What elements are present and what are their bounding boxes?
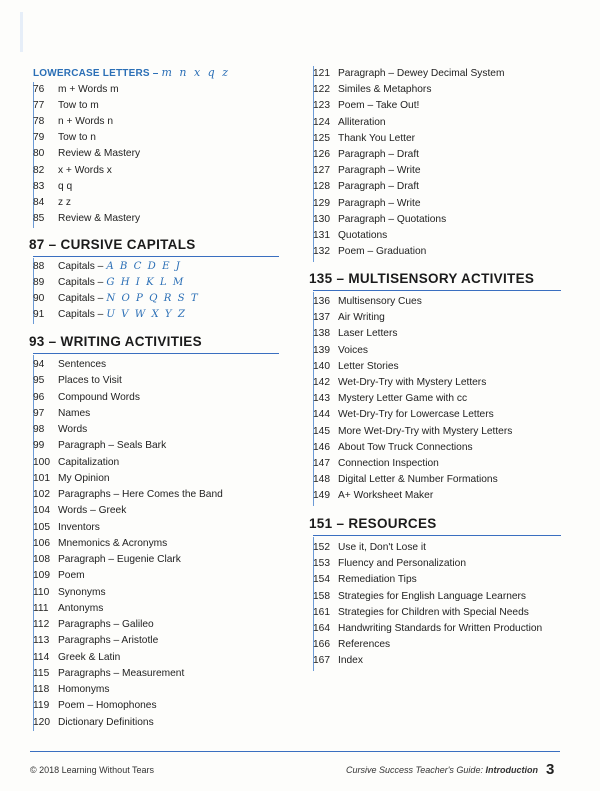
toc-page-number: 97 xyxy=(33,407,45,419)
toc-entry xyxy=(313,229,387,243)
toc-entry-title: Laser Letters xyxy=(338,328,398,340)
toc-page-number: 128 xyxy=(313,181,330,193)
toc-page-number: 146 xyxy=(313,441,330,453)
toc-page-number: 99 xyxy=(33,440,45,452)
toc-page-number: 101 xyxy=(33,472,50,484)
toc-page-number: 112 xyxy=(33,619,50,630)
toc-entry xyxy=(33,99,99,113)
cursive-capitals-sample: A B C D E J xyxy=(106,261,182,272)
toc-page-number: 89 xyxy=(33,276,45,288)
toc-entry-title: Sentences xyxy=(58,359,107,370)
toc-entry-title: Paragraph – Dewey Decimal System xyxy=(338,68,505,79)
toc-entry-title: Capitalization xyxy=(58,456,120,468)
toc-entry xyxy=(313,425,512,439)
toc-entry xyxy=(33,716,154,730)
toc-page-number: 158 xyxy=(313,590,330,602)
toc-entry xyxy=(313,180,419,194)
toc-entry-title: Tow to n xyxy=(58,132,96,144)
toc-entry-title: Paragraph – Write xyxy=(338,165,421,177)
toc-page-number: 98 xyxy=(33,424,45,435)
toc-page-number: 121 xyxy=(313,68,330,79)
footer-rule xyxy=(30,751,560,752)
toc-entry-title: Alliteration xyxy=(338,116,386,128)
toc-entry xyxy=(33,83,119,97)
margin-mark xyxy=(20,12,23,52)
toc-entry xyxy=(33,147,140,161)
toc-page-number: 149 xyxy=(313,490,330,502)
toc-entry xyxy=(33,651,120,665)
toc-entry-title: Synonyms xyxy=(58,586,106,598)
toc-page-number: 77 xyxy=(33,100,45,112)
toc-entry xyxy=(313,654,363,668)
toc-entry xyxy=(33,115,113,129)
toc-entry xyxy=(33,292,199,306)
toc-page-number: 131 xyxy=(313,230,330,241)
toc-page-number: 91 xyxy=(33,308,45,320)
toc-page-number: 125 xyxy=(313,132,330,144)
toc-entry xyxy=(33,180,72,194)
toc-page-number: 104 xyxy=(33,505,50,517)
toc-page-number: 119 xyxy=(33,700,50,712)
toc-page-number: 118 xyxy=(33,684,50,695)
toc-page-number: 76 xyxy=(33,84,45,95)
toc-entry-title: Air Writing xyxy=(338,312,385,324)
toc-page-number: 136 xyxy=(313,296,330,307)
toc-page-number: 96 xyxy=(33,391,45,403)
toc-entry-title: Capitals – xyxy=(58,276,104,288)
toc-page-number: 111 xyxy=(33,602,49,614)
lowercase-letters-label xyxy=(33,66,230,79)
toc-page-number: 145 xyxy=(313,425,330,437)
toc-entry xyxy=(313,376,486,390)
toc-entry xyxy=(313,638,390,652)
toc-entry-title: A+ Worksheet Maker xyxy=(338,490,434,502)
toc-page-number: 108 xyxy=(33,554,50,565)
toc-entry-title: Paragraph – Draft xyxy=(338,181,419,193)
toc-entry-title: Greek & Latin xyxy=(58,651,121,663)
toc-entry xyxy=(33,634,158,648)
toc-entry-title: Review & Mastery xyxy=(58,148,141,160)
toc-entry xyxy=(313,441,473,455)
toc-entry xyxy=(33,472,110,486)
writing-activities-heading: 93 – WRITING ACTIVITIES xyxy=(29,334,202,349)
toc-entry-title: Homonyms xyxy=(58,684,110,695)
toc-entry-title: Places to Visit xyxy=(58,375,122,387)
toc-entry-title: Paragraph – Draft xyxy=(338,149,419,160)
toc-entry-title: Paragraphs – Galileo xyxy=(58,619,154,630)
toc-entry-title: Multisensory Cues xyxy=(338,296,422,307)
lowercase-label-text: LOWERCASE LETTERS – xyxy=(33,68,159,79)
toc-page-number: 106 xyxy=(33,537,50,549)
toc-entry-title: Paragraph – Write xyxy=(338,197,421,209)
toc-entry-title: Similes & Metaphors xyxy=(338,84,432,96)
toc-page-number: 154 xyxy=(313,574,330,586)
toc-entry-title: Poem – Graduation xyxy=(338,246,427,258)
toc-entry-title: Paragraphs – Here Comes the Band xyxy=(58,489,223,500)
toc-entry xyxy=(33,569,85,583)
toc-page-number: 126 xyxy=(313,149,330,160)
toc-page-number: 164 xyxy=(313,623,330,634)
toc-entry xyxy=(313,489,433,503)
toc-entry xyxy=(33,488,223,502)
toc-entry-title: Words – Greek xyxy=(58,505,127,517)
toc-entry xyxy=(313,408,494,422)
toc-entry-title: Paragraph – Quotations xyxy=(338,213,447,225)
toc-entry-title: Capitals – xyxy=(58,308,104,320)
toc-entry-title: Paragraph – Seals Bark xyxy=(58,440,167,452)
toc-entry-title: Handwriting Standards for Written Production xyxy=(338,623,543,634)
writing-heading-rule xyxy=(33,353,279,354)
toc-entry xyxy=(313,116,386,130)
toc-page-number: 139 xyxy=(313,344,330,356)
toc-page-number: 109 xyxy=(33,570,50,582)
toc-entry-title: Quotations xyxy=(338,230,388,241)
toc-entry xyxy=(33,308,186,322)
toc-entry xyxy=(33,504,126,518)
toc-entry xyxy=(33,667,184,681)
toc-entry xyxy=(313,245,426,259)
toc-entry-title: Strategies for Children with Special Needs xyxy=(338,606,529,618)
toc-page-number: 114 xyxy=(33,651,50,663)
toc-entry xyxy=(33,699,157,713)
toc-entry-title: Review & Mastery xyxy=(58,212,141,224)
toc-page-number: 90 xyxy=(33,292,45,304)
toc-entry xyxy=(313,392,467,406)
toc-page-number: 137 xyxy=(313,312,330,324)
toc-entry xyxy=(313,473,498,487)
resources-heading-rule xyxy=(313,535,561,536)
toc-entry xyxy=(313,557,466,571)
toc-entry xyxy=(33,423,87,437)
toc-entry-title: About Tow Truck Connections xyxy=(338,441,473,453)
toc-entry-title: Use it, Don't Lose it xyxy=(338,542,427,553)
toc-entry xyxy=(33,521,100,535)
toc-entry-title: Letter Stories xyxy=(338,360,399,372)
toc-page-number: 144 xyxy=(313,409,330,421)
toc-entry xyxy=(33,131,96,145)
toc-page-number: 88 xyxy=(33,261,45,272)
toc-page-number: 142 xyxy=(313,377,330,388)
toc-entry-title: Words xyxy=(58,424,88,435)
toc-entry xyxy=(313,457,439,471)
toc-page-number: 105 xyxy=(33,521,50,533)
toc-page-number: 110 xyxy=(33,586,50,598)
toc-page-number: 161 xyxy=(313,606,330,618)
toc-entry-title: Paragraphs – Measurement xyxy=(58,667,185,679)
toc-entry-title: Mystery Letter Game with cc xyxy=(338,393,468,405)
multisensory-heading-rule xyxy=(313,290,561,291)
toc-entry xyxy=(313,590,526,604)
lowercase-cursive-letters: m n x q z xyxy=(161,66,231,79)
toc-entry xyxy=(313,83,431,97)
toc-page-number: 132 xyxy=(313,246,330,258)
toc-entry-title: Voices xyxy=(338,344,369,356)
multisensory-heading: 135 – MULTISENSORY ACTIVITES xyxy=(309,271,535,286)
toc-entry-title: Remediation Tips xyxy=(338,574,417,586)
toc-entry-title: Antonyms xyxy=(58,602,104,614)
toc-entry xyxy=(313,541,426,555)
toc-entry xyxy=(313,295,422,309)
toc-entry xyxy=(33,196,71,210)
toc-entry xyxy=(313,67,504,81)
toc-entry xyxy=(33,164,112,178)
toc-page-number: 80 xyxy=(33,148,45,160)
toc-page-number: 120 xyxy=(33,716,50,728)
toc-entry-title: Wet-Dry-Try for Lowercase Letters xyxy=(338,409,494,421)
guide-title-text: Cursive Success Teacher's Guide: xyxy=(346,765,483,775)
toc-page-number: 153 xyxy=(313,558,330,570)
copyright-text: © 2018 Learning Without Tears xyxy=(30,765,155,775)
toc-entry-title: m + Words m xyxy=(58,84,119,95)
toc-entry xyxy=(313,148,419,162)
toc-page-number: 79 xyxy=(33,132,45,144)
toc-entry xyxy=(33,212,140,226)
toc-entry-title: Connection Inspection xyxy=(338,458,439,469)
toc-entry-title: Paragraphs – Aristotle xyxy=(58,635,159,647)
toc-page-number: 124 xyxy=(313,116,330,128)
toc-entry-title: More Wet-Dry-Try with Mystery Letters xyxy=(338,425,513,437)
toc-entry-title: q q xyxy=(58,180,73,192)
toc-entry xyxy=(33,456,119,470)
toc-entry-title: x + Words x xyxy=(58,164,112,176)
toc-page-number: 147 xyxy=(313,458,330,469)
toc-entry xyxy=(33,602,103,616)
toc-page-number: 123 xyxy=(313,100,330,112)
toc-entry xyxy=(33,374,122,388)
toc-entry-title: Capitals – xyxy=(58,292,104,304)
cursive-capitals-sample: U V W X Y Z xyxy=(106,308,187,320)
toc-entry xyxy=(33,276,185,290)
capitals-heading-rule xyxy=(33,256,279,257)
toc-entry-title: Thank You Letter xyxy=(338,132,416,144)
toc-entry xyxy=(33,407,90,421)
guide-title xyxy=(346,765,538,775)
toc-entry xyxy=(33,260,181,274)
toc-page-number: 78 xyxy=(33,116,45,128)
toc-page-number: 94 xyxy=(33,359,45,370)
toc-page-number: 82 xyxy=(33,164,45,176)
toc-page-number: 148 xyxy=(313,474,330,486)
toc-entry xyxy=(313,197,421,211)
toc-page-number: 127 xyxy=(313,165,330,177)
resources-heading: 151 – RESOURCES xyxy=(309,516,437,531)
toc-entry xyxy=(313,311,385,325)
toc-entry xyxy=(33,358,106,372)
toc-entry-title: z z xyxy=(58,196,72,208)
toc-page-number: 167 xyxy=(313,655,330,667)
toc-entry-title: Names xyxy=(58,407,91,419)
toc-entry-title: Digital Letter & Number Formations xyxy=(338,474,498,486)
toc-page-number: 100 xyxy=(33,456,50,468)
toc-page-number: 83 xyxy=(33,180,45,192)
toc-page-number: 166 xyxy=(313,639,330,651)
cursive-capitals-heading: 87 – CURSIVE CAPITALS xyxy=(29,237,196,252)
toc-entry-title: Paragraph – Eugenie Clark xyxy=(58,554,181,565)
cursive-capitals-sample: G H I K L M xyxy=(106,276,185,288)
toc-page-number: 143 xyxy=(313,393,330,405)
toc-page-number: 84 xyxy=(33,196,45,208)
toc-page-number: 152 xyxy=(313,542,330,553)
toc-entry-title: Poem – Take Out! xyxy=(338,100,420,112)
toc-entry-title: Compound Words xyxy=(58,391,140,403)
toc-entry xyxy=(33,553,181,567)
toc-entry-title: Tow to m xyxy=(58,100,99,112)
toc-entry xyxy=(33,439,166,453)
toc-entry xyxy=(313,213,446,227)
toc-entry-title: Mnemonics & Acronyms xyxy=(58,537,168,549)
toc-entry xyxy=(313,327,397,341)
toc-page-number: 140 xyxy=(313,360,330,372)
guide-section-text: Introduction xyxy=(485,765,538,775)
toc-entry-title: n + Words n xyxy=(58,116,114,128)
toc-entry-title: Inventors xyxy=(58,521,100,533)
toc-entry-title: Poem – Homophones xyxy=(58,700,157,712)
toc-entry-title: Fluency and Personalization xyxy=(338,558,466,570)
toc-page-number: 95 xyxy=(33,375,45,387)
toc-page-number: 85 xyxy=(33,212,45,224)
toc-entry-title: Index xyxy=(338,655,363,667)
toc-entry xyxy=(313,622,542,636)
toc-page-number: 138 xyxy=(313,328,330,340)
toc-entry xyxy=(313,360,399,374)
toc-entry xyxy=(33,586,106,600)
toc-page-number: 102 xyxy=(33,489,50,500)
toc-entry xyxy=(33,537,167,551)
toc-entry xyxy=(313,606,529,620)
toc-entry-title: Poem xyxy=(58,570,85,582)
toc-entry-title: Dictionary Definitions xyxy=(58,716,154,728)
toc-entry-title: Strategies for English Language Learners xyxy=(338,590,527,602)
toc-page-number: 129 xyxy=(313,197,330,209)
toc-entry xyxy=(313,164,421,178)
page-number: 3 xyxy=(546,761,555,778)
toc-entry xyxy=(313,573,417,587)
toc-page-number: 115 xyxy=(33,667,50,679)
toc-entry-title: References xyxy=(338,639,391,651)
toc-entry xyxy=(33,618,154,632)
toc-page-number: 122 xyxy=(313,84,330,96)
toc-entry xyxy=(313,344,368,358)
toc-entry-title: Capitals – xyxy=(58,261,104,272)
toc-page-number: 113 xyxy=(33,635,50,647)
toc-entry xyxy=(313,132,415,146)
toc-page-number: 130 xyxy=(313,213,330,225)
toc-entry xyxy=(313,99,419,113)
toc-entry xyxy=(33,391,140,405)
toc-entry-title: Wet-Dry-Try with Mystery Letters xyxy=(338,377,487,388)
cursive-capitals-sample: N O P Q R S T xyxy=(106,292,200,304)
toc-entry xyxy=(33,683,110,697)
toc-entry-title: My Opinion xyxy=(58,472,110,484)
